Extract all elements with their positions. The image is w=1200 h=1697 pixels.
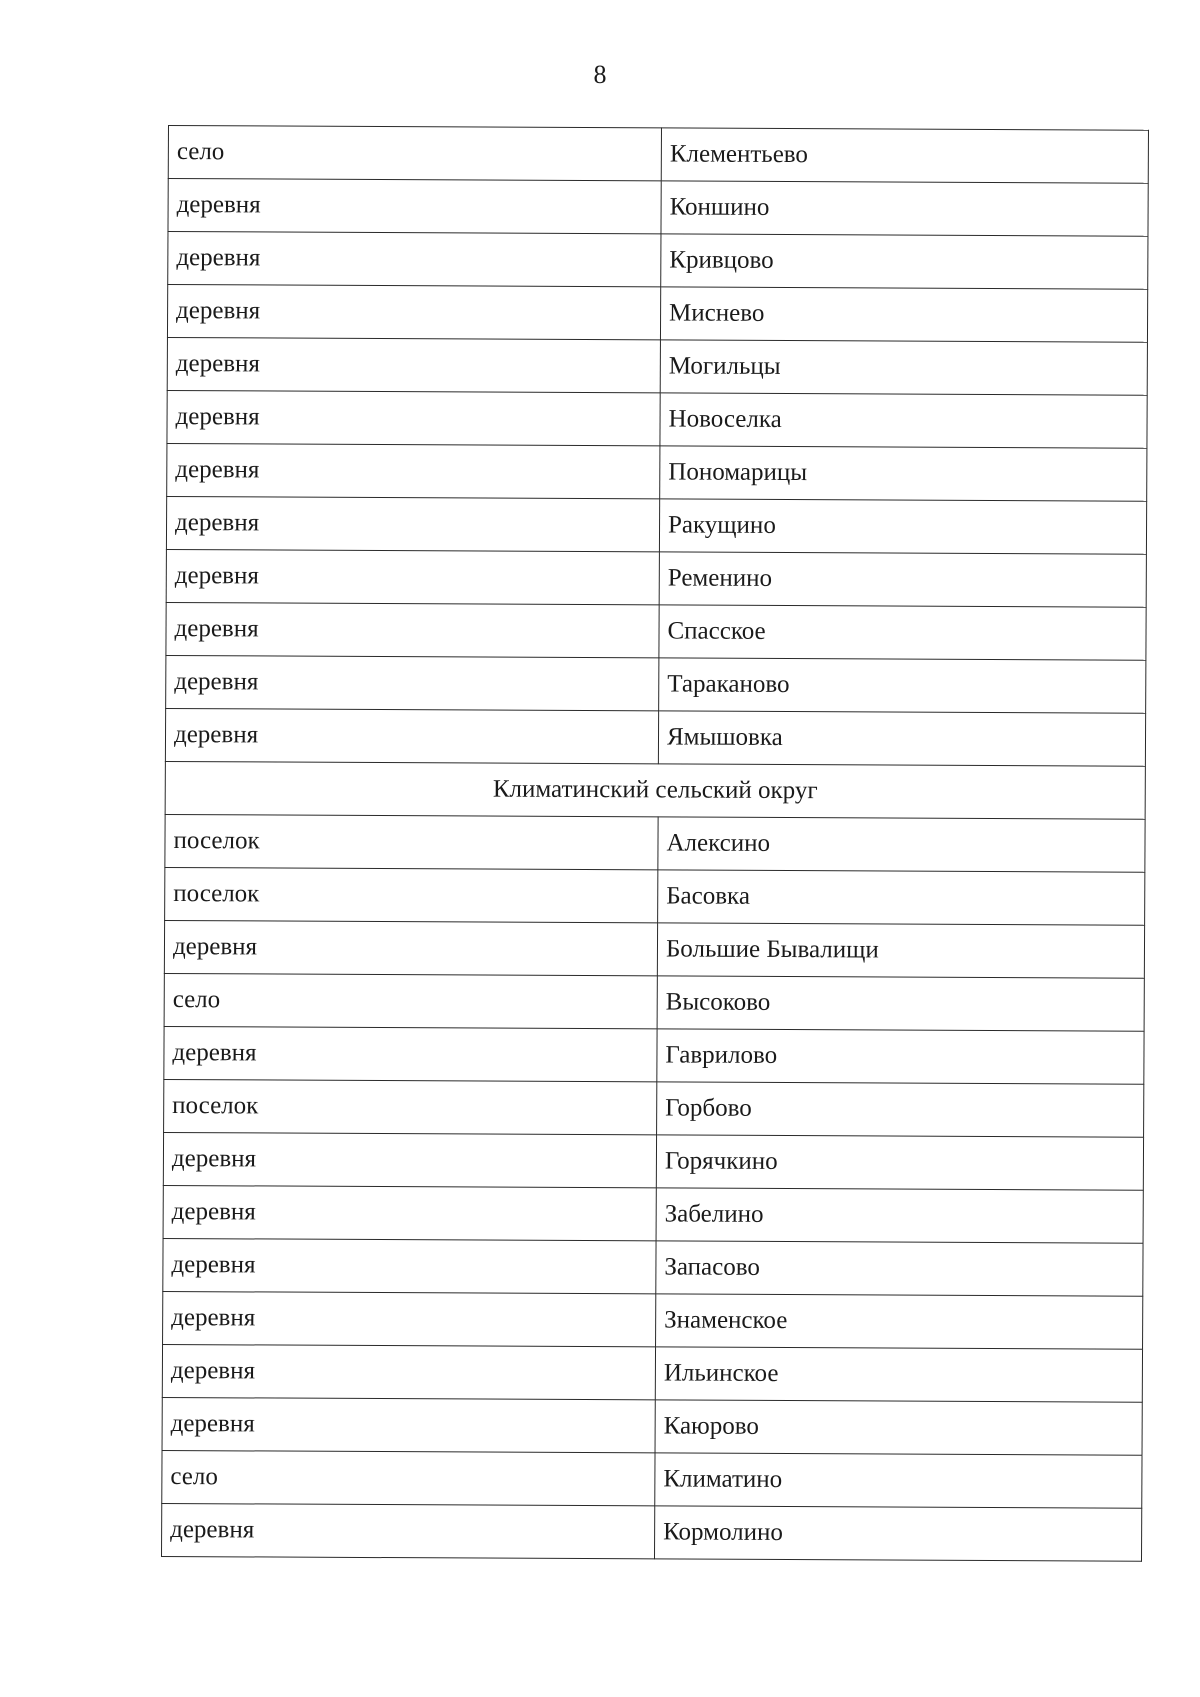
settlement-type-cell: деревня bbox=[162, 1397, 655, 1452]
page-number: 8 bbox=[593, 60, 607, 89]
table-row bbox=[164, 1026, 1144, 1084]
section-header-row bbox=[165, 761, 1145, 819]
table-row bbox=[163, 1185, 1143, 1243]
table-row bbox=[168, 126, 1148, 184]
table-row bbox=[162, 1450, 1142, 1508]
settlements-table bbox=[161, 125, 1149, 1562]
table-row bbox=[166, 496, 1146, 554]
table-row bbox=[163, 1132, 1143, 1190]
settlement-name-cell: Горбово bbox=[657, 1082, 1144, 1137]
settlement-type-cell: деревня bbox=[164, 920, 657, 975]
settlement-type-cell: деревня bbox=[163, 1238, 656, 1293]
settlement-name-cell: Кривцово bbox=[661, 234, 1148, 289]
settlement-type-cell: деревня bbox=[166, 655, 659, 710]
settlement-name-cell: Могильцы bbox=[660, 340, 1147, 395]
table-row bbox=[164, 973, 1144, 1031]
settlement-type-cell: деревня bbox=[167, 390, 660, 445]
settlement-name-cell: Алексино bbox=[658, 817, 1145, 872]
settlement-type-cell: деревня bbox=[167, 285, 660, 340]
settlement-name-cell: Гаврилово bbox=[657, 1029, 1144, 1084]
settlement-type-cell: село bbox=[162, 1450, 655, 1505]
table-row bbox=[165, 708, 1145, 766]
settlement-name-cell: Ильинское bbox=[655, 1347, 1142, 1402]
settlement-type-cell: деревня bbox=[166, 496, 659, 551]
table-row bbox=[166, 602, 1146, 660]
table-row bbox=[166, 549, 1146, 607]
table-row bbox=[168, 232, 1148, 290]
settlement-name-cell: Ракущино bbox=[659, 499, 1146, 554]
settlement-name-cell: Климатино bbox=[655, 1453, 1142, 1508]
table-row bbox=[163, 1238, 1143, 1296]
settlement-type-cell: деревня bbox=[168, 232, 661, 287]
table-row bbox=[167, 443, 1147, 501]
settlement-name-cell: Тараканово bbox=[659, 658, 1146, 713]
settlements-table-body bbox=[162, 126, 1149, 1562]
settlement-type-cell: деревня bbox=[165, 708, 658, 763]
settlement-name-cell: Пономарицы bbox=[660, 446, 1147, 501]
settlement-type-cell: село bbox=[164, 973, 657, 1028]
settlement-type-cell: деревня bbox=[166, 549, 659, 604]
table-row bbox=[164, 1079, 1144, 1137]
table-row bbox=[166, 655, 1146, 713]
settlement-name-cell: Басовка bbox=[658, 870, 1145, 925]
table-row bbox=[165, 814, 1145, 872]
settlement-type-cell: деревня bbox=[164, 1026, 657, 1081]
settlement-type-cell: деревня bbox=[163, 1185, 656, 1240]
table-row bbox=[162, 1397, 1142, 1455]
settlement-name-cell: Большие Бывалищи bbox=[657, 923, 1144, 978]
settlement-type-cell: поселок bbox=[164, 1079, 657, 1134]
settlement-name-cell: Миснево bbox=[660, 287, 1147, 342]
table-row bbox=[167, 390, 1147, 448]
settlement-name-cell: Запасово bbox=[656, 1241, 1143, 1296]
settlement-name-cell: Кормолино bbox=[654, 1506, 1141, 1561]
settlement-name-cell: Знаменское bbox=[656, 1294, 1143, 1349]
table-row bbox=[164, 920, 1144, 978]
settlement-type-cell: деревня bbox=[168, 179, 661, 234]
settlement-type-cell: деревня bbox=[163, 1291, 656, 1346]
settlement-name-cell: Высоково bbox=[657, 976, 1144, 1031]
table-row bbox=[162, 1344, 1142, 1402]
settlement-name-cell: Клементьево bbox=[661, 128, 1148, 183]
table-row bbox=[165, 867, 1145, 925]
settlement-type-cell: деревня bbox=[166, 602, 659, 657]
settlement-type-cell: деревня bbox=[163, 1132, 656, 1187]
table-row bbox=[168, 179, 1148, 237]
table-row bbox=[167, 285, 1147, 343]
settlement-name-cell: Спасское bbox=[659, 605, 1146, 660]
table-row bbox=[162, 1503, 1142, 1561]
settlement-name-cell: Новоселка bbox=[660, 393, 1147, 448]
settlement-name-cell: Горячкино bbox=[656, 1135, 1143, 1190]
table-row bbox=[163, 1291, 1143, 1349]
settlement-name-cell: Забелино bbox=[656, 1188, 1143, 1243]
settlement-type-cell: деревня bbox=[162, 1344, 655, 1399]
settlement-type-cell: деревня bbox=[162, 1503, 655, 1558]
settlement-name-cell: Ямышовка bbox=[658, 711, 1145, 766]
settlement-name-cell: Ременино bbox=[659, 552, 1146, 607]
settlement-name-cell: Каюрово bbox=[655, 1400, 1142, 1455]
table-row bbox=[167, 337, 1147, 395]
settlement-type-cell: деревня bbox=[167, 443, 660, 498]
settlement-name-cell: Коншино bbox=[661, 181, 1148, 236]
settlement-type-cell: поселок bbox=[165, 867, 658, 922]
section-header-cell: Климатинский сельский округ bbox=[165, 761, 1145, 819]
settlement-type-cell: село bbox=[168, 126, 661, 181]
settlement-type-cell: деревня bbox=[167, 337, 660, 392]
settlement-type-cell: поселок bbox=[165, 814, 658, 869]
